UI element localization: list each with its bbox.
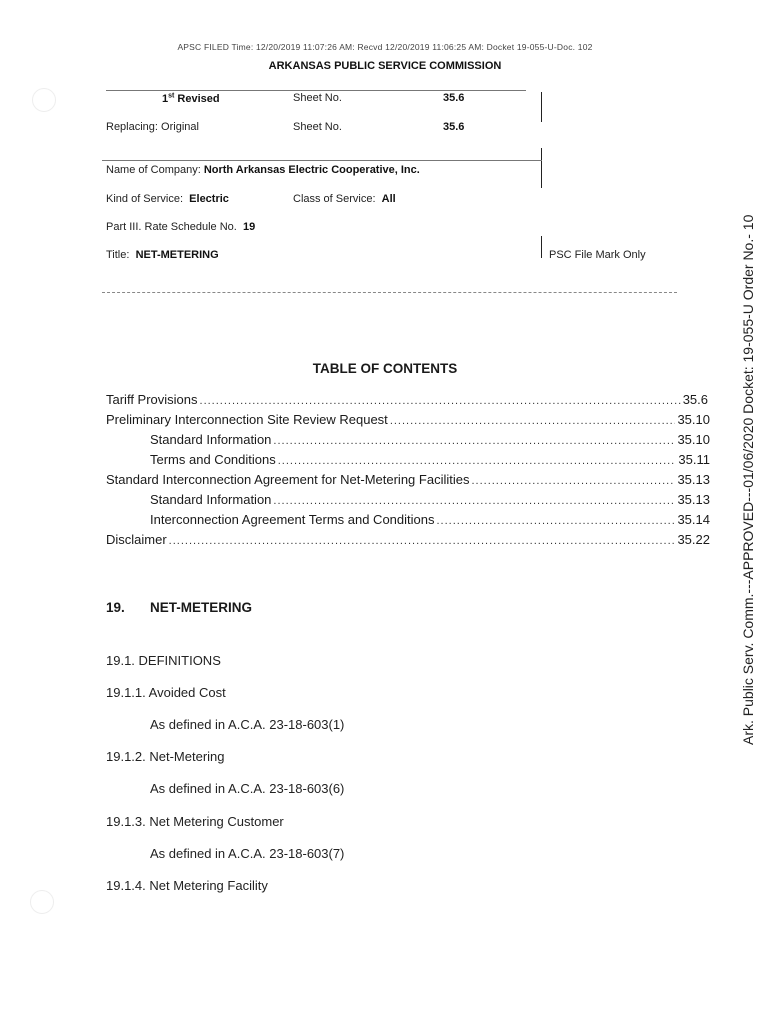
company-field: Name of Company: North Arkansas Electric Cooperative, Inc. [106,164,420,176]
header-divider [541,236,542,258]
section-number: 19. [106,600,125,615]
rate-schedule-field: Part III. Rate Schedule No. 19 [106,221,256,233]
header-line-top [106,90,526,91]
toc-entry[interactable]: Terms and Conditions ..... 35.11 [150,452,710,470]
toc-entry[interactable]: Standard Information ..... 35.13 [150,492,710,510]
section-title: NET-METERING [150,600,253,615]
definition-text: As defined in A.C.A. 23-18-603(6) [150,781,345,796]
header-divider [541,148,542,188]
header-line-mid [102,160,542,161]
toc-entry[interactable]: Disclaimer ..... 35.22 [106,532,710,550]
filing-stamp: APSC FILED Time: 12/20/2019 11:07:26 AM: Recvd 12/20/2019 11:06:25 AM: Docket 19-055-U-Doc. 102 [177,42,593,52]
commission-title: ARKANSAS PUBLIC SERVICE COMMISSION [268,60,502,72]
scan-mark [30,890,54,914]
replacing-field: Replacing: Original [106,121,199,133]
definition-text: As defined in A.C.A. 23-18-603(1) [150,717,345,732]
definition-heading: 19.1.2. Net-Metering [106,749,225,764]
sheet-no-label: Sheet No. [293,121,342,133]
toc-entry[interactable]: Interconnection Agreement Terms and Conditions ..... 35.14 [150,512,710,530]
sheet-no-label: Sheet No. [293,92,342,104]
sheet-no-value: 35.6 [443,121,465,133]
title-field: Title: NET-METERING [106,249,219,261]
definitions-heading: 19.1. DEFINITIONS [106,653,221,668]
kind-of-service-field: Kind of Service: Electric [106,193,229,205]
revision-label: 1st Revised [162,92,220,105]
toc-entry[interactable]: Preliminary Interconnection Site Review Request ..... 35.10 [106,412,710,430]
header-divider [541,92,542,122]
toc-entry[interactable]: Standard Information ..... 35.10 [150,432,710,450]
class-of-service-field: Class of Service: All [293,193,396,205]
toc-entry[interactable]: Tariff Provisions ..... 35.6 [106,392,708,410]
approval-stamp: Ark. Public Serv. Comm.---APPROVED---01/06/2020 Docket: 19-055-U Order No.- 10 [740,214,756,745]
definition-heading: 19.1.3. Net Metering Customer [106,814,284,829]
definition-heading: 19.1.1. Avoided Cost [106,685,226,700]
scan-mark [32,88,56,112]
toc-entry[interactable]: Standard Interconnection Agreement for Net-Metering Facilities ..... 35.13 [106,472,710,490]
sheet-no-value: 35.6 [443,92,465,104]
header-line-bottom [102,292,677,293]
toc-title: TABLE OF CONTENTS [312,361,458,376]
definition-text: As defined in A.C.A. 23-18-603(7) [150,846,345,861]
definition-heading: 19.1.4. Net Metering Facility [106,878,268,893]
psc-file-mark: PSC File Mark Only [549,249,646,261]
